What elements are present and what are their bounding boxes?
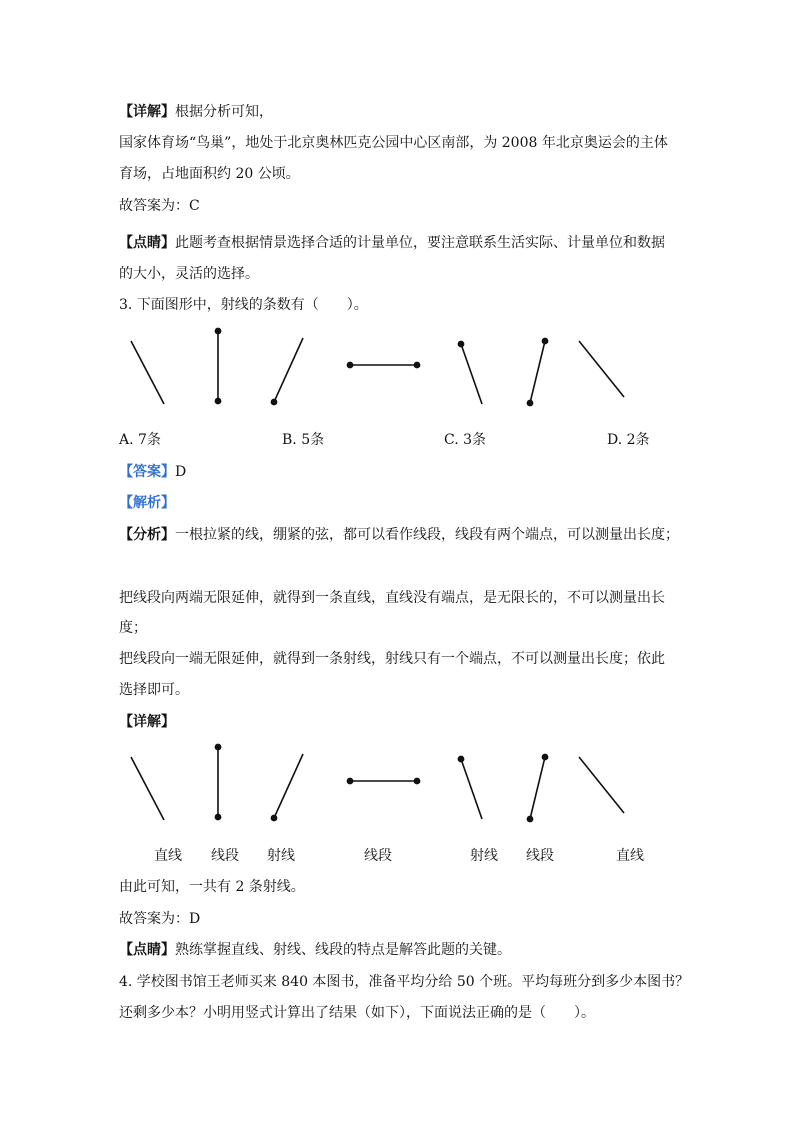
text-line-6: 的大小，灵活的选择。 xyxy=(119,266,259,282)
text-line-3: 育场，占地面积约 20 公顷。 xyxy=(119,166,300,182)
text-line-10: 【分析】一根拉紧的线，绷紧的弦，都可以看作线段，线段有两个端点，可以测量出长度； xyxy=(119,527,679,543)
tag-detail: 【详解】 xyxy=(119,104,175,120)
figure-label-1: 直线 xyxy=(154,848,182,864)
text-line-2: 国家体育场“鸟巢”，地处于北京奥林匹克公园中心区南部，为 2008 年北京奥运会的主体 xyxy=(119,135,668,151)
text-line-18: 【点睛】熟练掌握直线、射线、线段的特点是解答此题的关键。 xyxy=(119,942,511,958)
question-3: 3. 下面图形中，射线的条数有（ ）。 xyxy=(119,297,368,313)
fig2-ray-2 xyxy=(461,759,482,819)
figure-label-5: 射线 xyxy=(470,848,498,864)
figure-label-7: 直线 xyxy=(616,848,644,864)
tag-analysis: 【解析】 xyxy=(119,495,175,511)
question-4: 4. 学校图书馆王老师买来 840 本图书，准备平均分给 50 个班。平均每班分到多少本图书？ xyxy=(119,974,690,990)
option-d: D. 2条 xyxy=(607,432,650,448)
option-a: A. 7条 xyxy=(119,432,161,448)
text-line-4: 故答案为：C xyxy=(119,198,200,214)
text-line-16: 由此可知，一共有 2 条射线。 xyxy=(119,879,305,895)
fig2-line-1 xyxy=(131,757,164,820)
text-line-14: 选择即可。 xyxy=(119,682,189,698)
text-line-1: 【详解】根据分析可知， xyxy=(119,104,273,120)
fig2-segment-3 xyxy=(530,757,545,819)
tag-insight: 【点睛】 xyxy=(119,235,175,251)
text-line-11: 把线段向两端无限延伸，就得到一条直线，直线没有端点，是无限长的，不可以测量出长 xyxy=(119,590,665,606)
tag-detail-2: 【详解】 xyxy=(119,714,175,730)
fig2-line-2 xyxy=(579,757,624,813)
option-b: B. 5条 xyxy=(282,432,325,448)
tag-analyze: 【分析】 xyxy=(119,527,175,543)
tag-answer: 【答案】 xyxy=(119,464,175,480)
figure-label-3: 射线 xyxy=(267,848,295,864)
option-c: C. 3条 xyxy=(444,432,487,448)
tag-insight-2: 【点睛】 xyxy=(119,942,175,958)
figure-label-4: 线段 xyxy=(364,848,392,864)
text-line-5: 【点睛】此题考查根据情景选择合适的计量单位，要注意联系生活实际、计量单位和数据 xyxy=(119,235,665,251)
fig2-ray-1 xyxy=(274,754,303,818)
answer-line: 【答案】D xyxy=(119,464,187,480)
text-line-12: 度； xyxy=(119,620,147,636)
figure-label-2: 线段 xyxy=(211,848,239,864)
text-line-17: 故答案为：D xyxy=(119,911,201,927)
text-line-13: 把线段向一端无限延伸，就得到一条射线，射线只有一个端点，不可以测量出长度；依此 xyxy=(119,651,665,667)
figure-label-6: 线段 xyxy=(526,848,554,864)
question-4-cont: 还剩多少本？小明用竖式计算出了结果（如下），下面说法正确的是（ ）。 xyxy=(119,1005,595,1021)
